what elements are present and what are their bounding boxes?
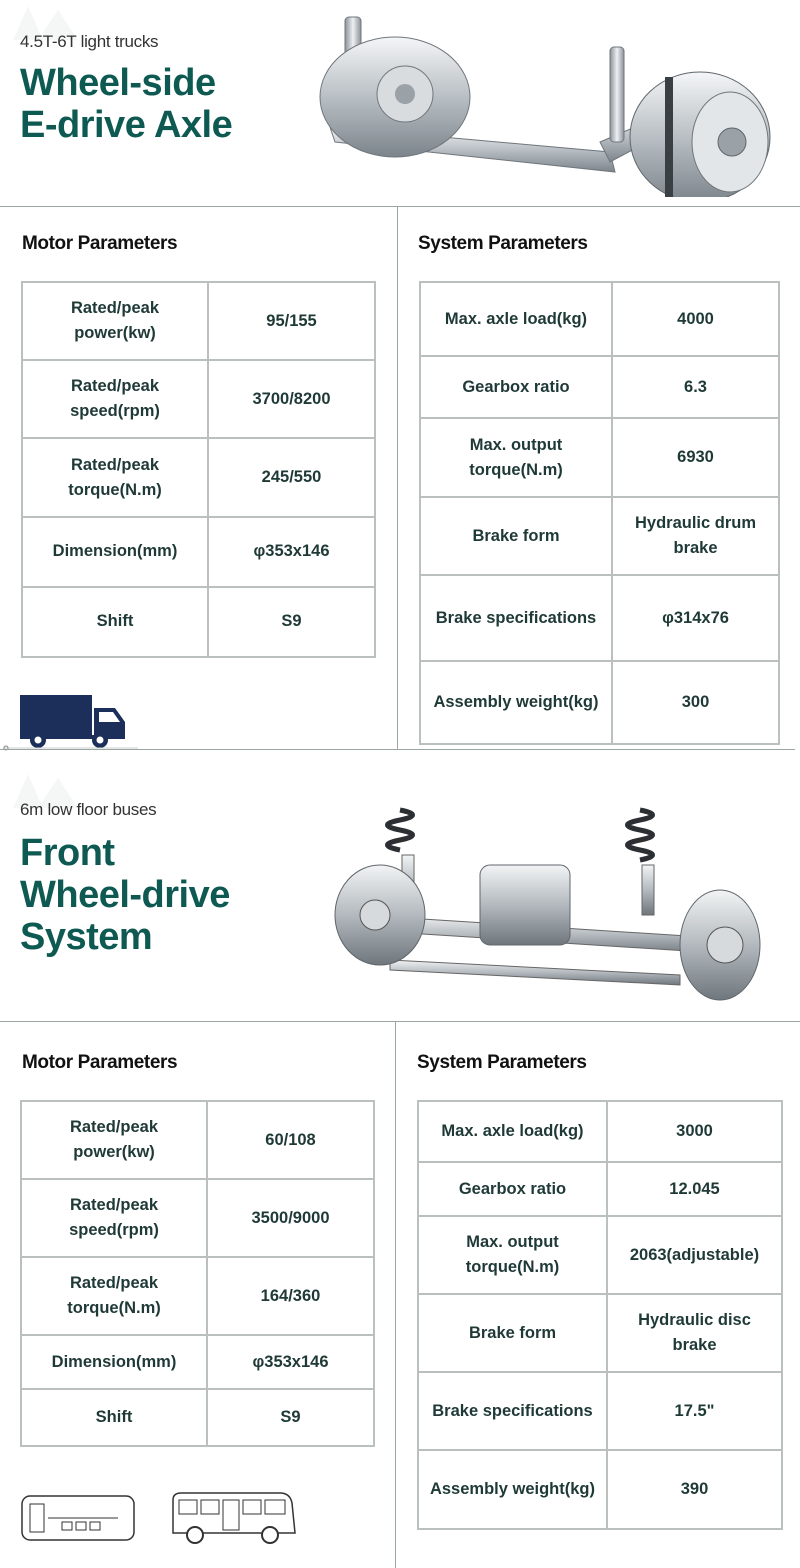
e-drive-axle-image (310, 12, 780, 197)
table-row (418, 1450, 782, 1529)
param-label: Max. axle load(kg) (418, 1101, 607, 1162)
param-label: Assembly weight(kg) (420, 661, 612, 744)
table-row (22, 282, 375, 360)
section2-title-line2: Wheel-drive (20, 874, 230, 916)
section1-column-divider (397, 206, 398, 749)
front-wheel-drive-system-image (330, 795, 775, 1010)
table-row (418, 1294, 782, 1372)
table-row (22, 438, 375, 516)
param-value: 300 (612, 661, 779, 744)
param-value: 3000 (607, 1101, 782, 1162)
param-label: Rated/peak speed(rpm) (22, 360, 208, 438)
table-row (21, 1335, 374, 1389)
param-label: Brake form (420, 497, 612, 575)
param-label: Rated/peak speed(rpm) (21, 1179, 207, 1257)
param-label: Dimension(mm) (22, 517, 208, 587)
table-row (21, 1179, 374, 1257)
bus-side-view-icon (165, 1488, 300, 1548)
section2-divider-top (0, 1021, 800, 1022)
section2-title (20, 832, 230, 958)
param-label: Rated/peak torque(N.m) (21, 1257, 207, 1335)
section2-column-divider (395, 1021, 396, 1568)
table-row (22, 517, 375, 587)
section1-subtitle: 4.5T-6T light trucks (20, 32, 159, 51)
section-separator (0, 749, 795, 750)
param-label: Brake specifications (418, 1372, 607, 1450)
param-label: Max. output torque(N.m) (420, 418, 612, 497)
section2-subtitle: 6m low floor buses (20, 800, 157, 819)
param-label: Shift (21, 1389, 207, 1446)
table-row (21, 1257, 374, 1335)
param-label: Rated/peak power(kw) (22, 282, 208, 360)
section2-title-line3: System (20, 916, 153, 958)
param-value: 164/360 (207, 1257, 374, 1335)
table-row (420, 497, 779, 575)
param-label: Rated/peak torque(N.m) (22, 438, 208, 516)
param-label: Assembly weight(kg) (418, 1450, 607, 1529)
param-value: φ314x76 (612, 575, 779, 661)
section2-system-parameters-table (417, 1100, 783, 1530)
param-value: φ353x146 (207, 1335, 374, 1389)
section2-title-line1: Front (20, 832, 115, 874)
section1-title-line2: E-drive Axle (20, 104, 233, 146)
table-row (418, 1216, 782, 1294)
table-row (420, 356, 779, 418)
section1-title-line1: Wheel-side (20, 62, 216, 104)
truck-icon (3, 692, 138, 752)
param-value: 4000 (612, 282, 779, 356)
param-value: 2063(adjustable) (607, 1216, 782, 1294)
param-label: Gearbox ratio (418, 1162, 607, 1216)
param-label: Shift (22, 587, 208, 657)
section2-motor-parameters-table (20, 1100, 375, 1447)
section1-system-parameters-table (419, 281, 780, 745)
param-value: 60/108 (207, 1101, 374, 1179)
table-row (420, 282, 779, 356)
table-row (22, 587, 375, 657)
param-value: S9 (208, 587, 375, 657)
param-label: Gearbox ratio (420, 356, 612, 418)
param-value: 390 (607, 1450, 782, 1529)
param-label: Max. output torque(N.m) (418, 1216, 607, 1294)
param-value: 3500/9000 (207, 1179, 374, 1257)
param-label: Rated/peak power(kw) (21, 1101, 207, 1179)
param-value: 245/550 (208, 438, 375, 516)
section2-motor-parameters-heading: Motor Parameters (22, 1052, 178, 1073)
param-label: Max. axle load(kg) (420, 282, 612, 356)
table-row (21, 1389, 374, 1446)
section1-motor-parameters-heading: Motor Parameters (22, 233, 178, 254)
param-value: φ353x146 (208, 517, 375, 587)
bus-top-view-icon (18, 1490, 138, 1546)
table-row (420, 661, 779, 744)
table-row (21, 1101, 374, 1179)
param-value: S9 (207, 1389, 374, 1446)
section1-divider-top (0, 206, 800, 207)
param-value: 6930 (612, 418, 779, 497)
param-value: 3700/8200 (208, 360, 375, 438)
table-row (418, 1101, 782, 1162)
table-row (420, 418, 779, 497)
section2-system-parameters-heading: System Parameters (417, 1052, 587, 1073)
table-row (418, 1372, 782, 1450)
param-value: Hydraulic drum brake (612, 497, 779, 575)
table-row (420, 575, 779, 661)
param-label: Brake specifications (420, 575, 612, 661)
section1-motor-parameters-table (21, 281, 376, 658)
param-value: 17.5" (607, 1372, 782, 1450)
param-value: Hydraulic disc brake (607, 1294, 782, 1372)
section1-title (20, 62, 232, 146)
param-value: 6.3 (612, 356, 779, 418)
table-row (22, 360, 375, 438)
param-label: Dimension(mm) (21, 1335, 207, 1389)
section1-system-parameters-heading: System Parameters (418, 233, 588, 254)
param-value: 95/155 (208, 282, 375, 360)
param-label: Brake form (418, 1294, 607, 1372)
param-value: 12.045 (607, 1162, 782, 1216)
table-row (418, 1162, 782, 1216)
